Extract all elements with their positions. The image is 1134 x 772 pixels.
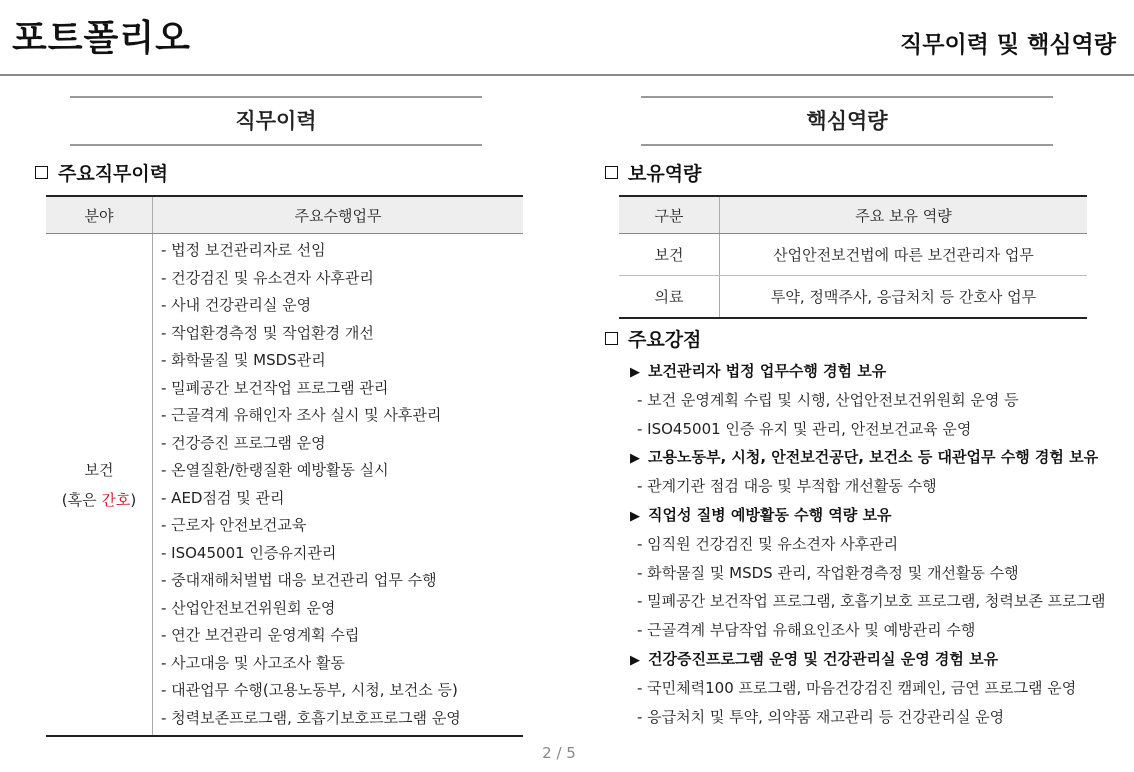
section-title-core-competency: 핵심역량 [641, 96, 1053, 146]
duty-item: - 화학물질 및 MSDS관리 [161, 351, 326, 369]
duty-item: - 온열질환/한랭질환 예방활동 실시 [161, 461, 389, 479]
triangle-bullet-icon: ▶ [630, 451, 640, 467]
duty-item: - AED점검 및 관리 [161, 488, 285, 507]
field-alt-highlight: 간호 [101, 490, 131, 509]
strength-detail: - ISO45001 인증 유지 및 관리, 안전보건교육 운영 [637, 419, 972, 438]
sub-heading-label: 주요직무이력 [58, 163, 169, 185]
strength-detail: - 화학물질 및 MSDS 관리, 작업환경측정 및 개선활동 수행 [637, 563, 1019, 582]
strength-detail: - 보건 운영계획 수립 및 시행, 산업안전보건위원회 운영 등 [637, 390, 1019, 409]
field-alt: (혹은 간호) [61, 490, 137, 509]
table-header-row [619, 196, 1087, 234]
checkbox-square-icon [35, 166, 48, 179]
duty-item: - 근골격계 유해인자 조사 실시 및 사후관리 [161, 406, 442, 424]
strength-detail: - 임직원 건강검진 및 유소견자 사후관리 [637, 534, 899, 553]
duty-item: - 건강검진 및 유소견자 사후관리 [161, 268, 374, 287]
column-header-competency: 주요 보유 역량 [720, 196, 1088, 234]
checkbox-square-icon [605, 332, 618, 345]
triangle-bullet-icon: ▶ [630, 365, 640, 380]
duty-item: - 법정 보건관리자로 선임 [161, 241, 326, 259]
column-header-field: 분야 [46, 196, 153, 234]
sub-heading-key-strengths [605, 325, 701, 352]
table-header-row [46, 196, 523, 234]
sub-heading-label: 주요강점 [628, 329, 702, 351]
page-title: 포트폴리오 [12, 18, 191, 59]
category-cell: 의료 [619, 276, 720, 319]
duty-item: - 사고대응 및 사고조사 활동 [161, 653, 345, 672]
strength-detail: - 국민체력100 프로그램, 마음건강검진 캠페인, 금연 프로그램 운영 [637, 678, 1077, 697]
field-name: 보건 [84, 460, 114, 479]
field-cell [46, 234, 153, 737]
duty-item: - 밀폐공간 보건작업 프로그램 관리 [161, 378, 389, 397]
strength-detail: - 근골격계 부담작업 유해요인조사 및 예방관리 수행 [637, 621, 976, 640]
strength-heading: ▶ 보건관리자 법정 업무수행 경험 보유 [630, 357, 1130, 386]
strength-detail: - 밀폐공간 보건작업 프로그램, 호흡기보호 프로그램, 청력보존 프로그램 [637, 592, 1106, 611]
sub-heading-label: 보유역량 [628, 163, 702, 185]
column-header-duties: 주요수행업무 [153, 196, 524, 234]
duty-item: - ISO45001 인증유지관리 [161, 543, 337, 562]
duty-item: - 연간 보건관리 운영계획 수립 [161, 626, 360, 644]
strength-detail: - 응급처치 및 투약, 의약품 재고관리 등 건강관리실 운영 [637, 707, 1005, 726]
checkbox-square-icon [605, 166, 618, 179]
section-title-job-history: 직무이력 [70, 96, 482, 146]
strengths-list [630, 357, 1130, 731]
competency-cell: 투약, 정맥주사, 응급처치 등 간호사 업무 [770, 288, 1037, 306]
duty-item: - 대관업무 수행(고용노동부, 시청, 보건소 등) [161, 681, 458, 699]
duty-item: - 근로자 안전보건교육 [161, 516, 307, 534]
triangle-bullet-icon: ▶ [630, 652, 640, 668]
column-header-category: 구분 [619, 196, 720, 234]
page-subtitle: 직무이력 및 핵심역량 [900, 32, 1116, 58]
job-history-table [46, 195, 523, 737]
table-row [619, 234, 1087, 276]
strength-heading: ▶ 건강증진프로그램 운영 및 건강관리실 운영 경험 보유 [630, 645, 1130, 674]
triangle-bullet-icon: ▶ [630, 508, 640, 524]
category-cell: 보건 [619, 234, 720, 276]
page-indicator: 2 / 5 [542, 744, 576, 762]
table-row [619, 276, 1087, 319]
duty-item: - 산업안전보건위원회 운영 [161, 598, 336, 617]
duty-item: - 청력보존프로그램, 호흡기보호프로그램 운영 [161, 708, 461, 727]
duties-cell [153, 234, 524, 737]
competency-table [619, 195, 1087, 319]
duty-item: - 중대재해처벌법 대응 보건관리 업무 수행 [161, 571, 437, 589]
strength-detail: - 관계기관 점검 대응 및 부적합 개선활동 수행 [637, 477, 937, 496]
header-divider [0, 74, 1134, 76]
strength-heading: ▶ 직업성 질병 예방활동 수행 역량 보유 [630, 501, 1130, 530]
duty-item: - 사내 건강관리실 운영 [161, 296, 312, 314]
strength-heading: ▶ 고용노동부, 시청, 안전보건공단, 보건소 등 대관업무 수행 경험 보유 [630, 443, 1130, 472]
competency-cell: 산업안전보건법에 따른 보건관리자 업무 [720, 234, 1088, 276]
sub-heading-held-competency [605, 159, 701, 186]
table-row [46, 234, 523, 737]
duty-item: - 작업환경측정 및 작업환경 개선 [161, 323, 374, 342]
sub-heading-main-job-history [35, 159, 168, 186]
duty-item: - 건강증진 프로그램 운영 [161, 433, 326, 452]
